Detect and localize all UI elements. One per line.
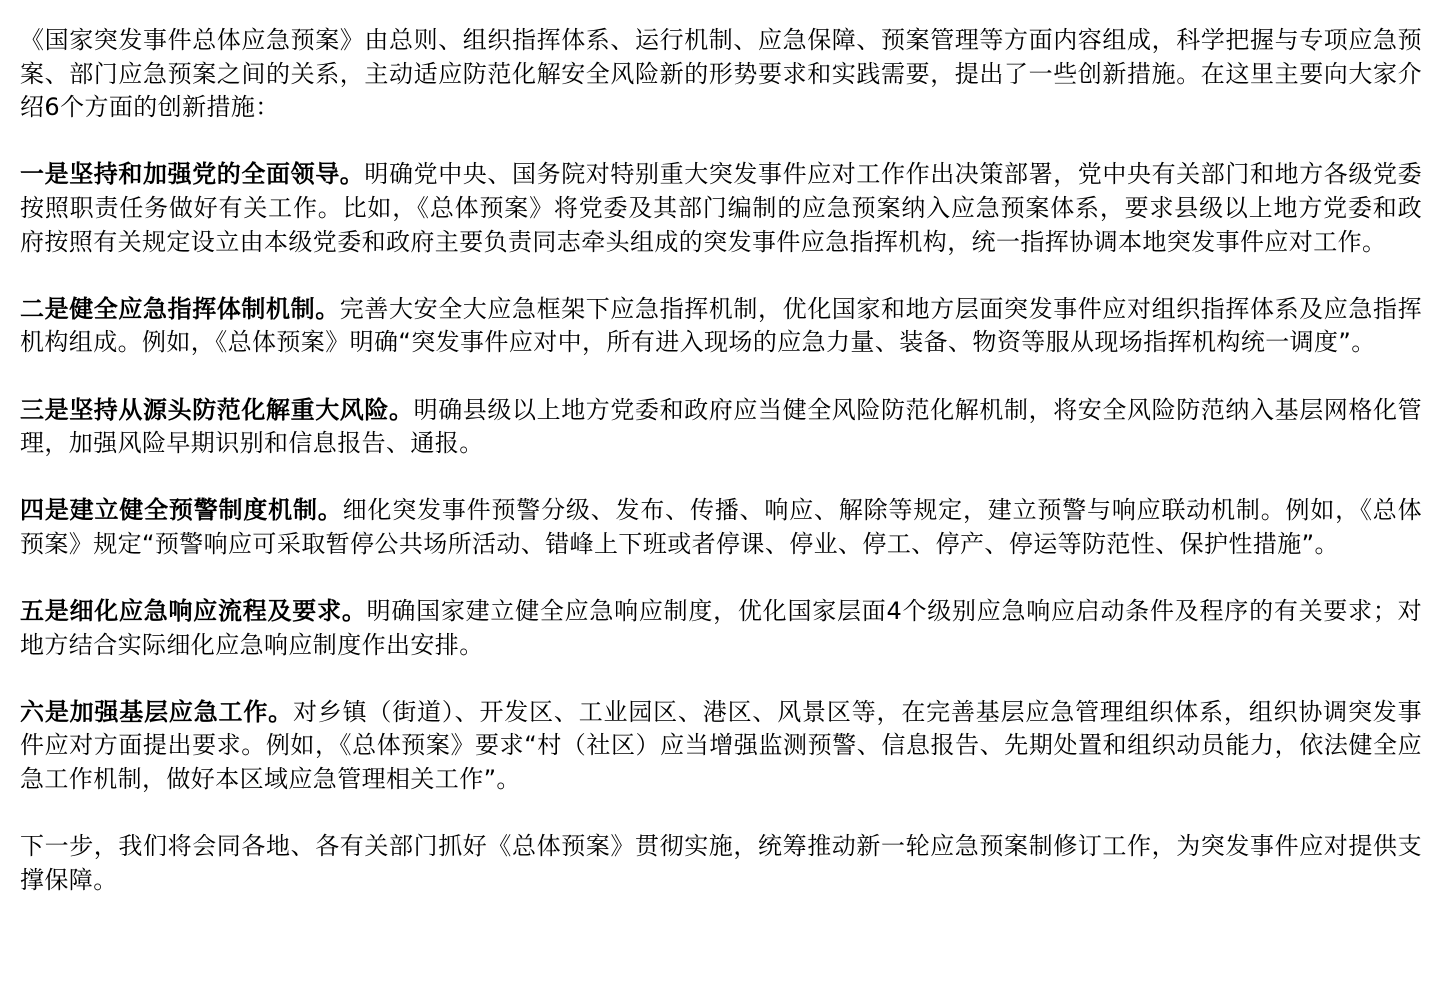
point-paragraph-1 [20, 158, 1422, 259]
point-lead-6: 六是加强基层应急工作。 [20, 697, 293, 726]
point-body-1: 明确党中央、国务院对特别重大突发事件应对工作作出决策部署，党中央有关部门和地方各级党委按照职责任务做好有关工作。比如，《总体预案》将党委及其部门编制的应急预案纳入应急预案体系，要求县级以上地方党委和政府按照有关规定设立由本级党委和政府主要负责同志牵头组成的突发事件应急指挥机构，统一指挥协调本地突发事件应对工作。 [20, 160, 1422, 256]
point-body-3: 明确县级以上地方党委和政府应当健全风险防范化解机制，将安全风险防范纳入基层网格化管理，加强风险早期识别和信息报告、通报。 [20, 395, 1422, 458]
point-lead-5: 五是细化应急响应流程及要求。 [20, 597, 367, 626]
point-body-4: 细化突发事件预警分级、发布、传播、响应、解除等规定，建立预警与响应联动机制。例如，《总体预案》规定“预警响应可采取暂停公共场所活动、错峰上下班或者停课、停业、停工、停产、停运等防范性、保护性措施”。 [20, 496, 1422, 558]
point-body-2: 完善大安全大应急框架下应急指挥机制，优化国家和地方层面突发事件应对组织指挥体系及应急指挥机构组成。例如，《总体预案》明确“突发事件应对中，所有进入现场的应急力量、装备、物资等服从现场指挥机构统一调度”。 [20, 294, 1422, 357]
point-paragraph-3 [20, 394, 1422, 461]
point-lead-4: 四是建立健全预警制度机制。 [20, 496, 343, 525]
point-lead-1: 一是坚持和加强党的全面领导。 [20, 160, 365, 189]
point-body-6: 对乡镇（街道）、开发区、工业园区、港区、风景区等，在完善基层应急管理组织体系，组织协调突发事件应对方面提出要求。例如，《总体预案》要求“村（社区）应当增强监测预警、信息报告、先期处置和组织动员能力，依法健全应急工作机制，做好本区域应急管理相关工作”。 [20, 697, 1422, 794]
closing-paragraph: 下一步，我们将会同各地、各有关部门抓好《总体预案》贯彻实施，统筹推动新一轮应急预案制修订工作，为突发事件应对提供支撑保障。 [20, 832, 1422, 894]
intro-paragraph: 《国家突发事件总体应急预案》由总则、组织指挥体系、运行机制、应急保障、预案管理等方面内容组成，科学把握与专项应急预案、部门应急预案之间的关系，主动适应防范化解安全风险新的形势要求和实践需要，提出了一些创新措施。在这里主要向大家介绍6个方面的创新措施： [20, 26, 1422, 122]
point-paragraph-4 [20, 494, 1422, 561]
point-lead-2: 二是健全应急指挥体制机制。 [20, 294, 340, 323]
point-body-5: 明确国家建立健全应急响应制度，优化国家层面4个级别应急响应启动条件及程序的有关要求；对地方结合实际细化应急响应制度作出安排。 [20, 597, 1423, 659]
point-paragraph-5 [20, 595, 1422, 662]
point-paragraph-6 [20, 696, 1422, 797]
point-lead-3: 三是坚持从源头防范化解重大风险。 [20, 395, 414, 424]
point-paragraph-2 [20, 293, 1422, 360]
